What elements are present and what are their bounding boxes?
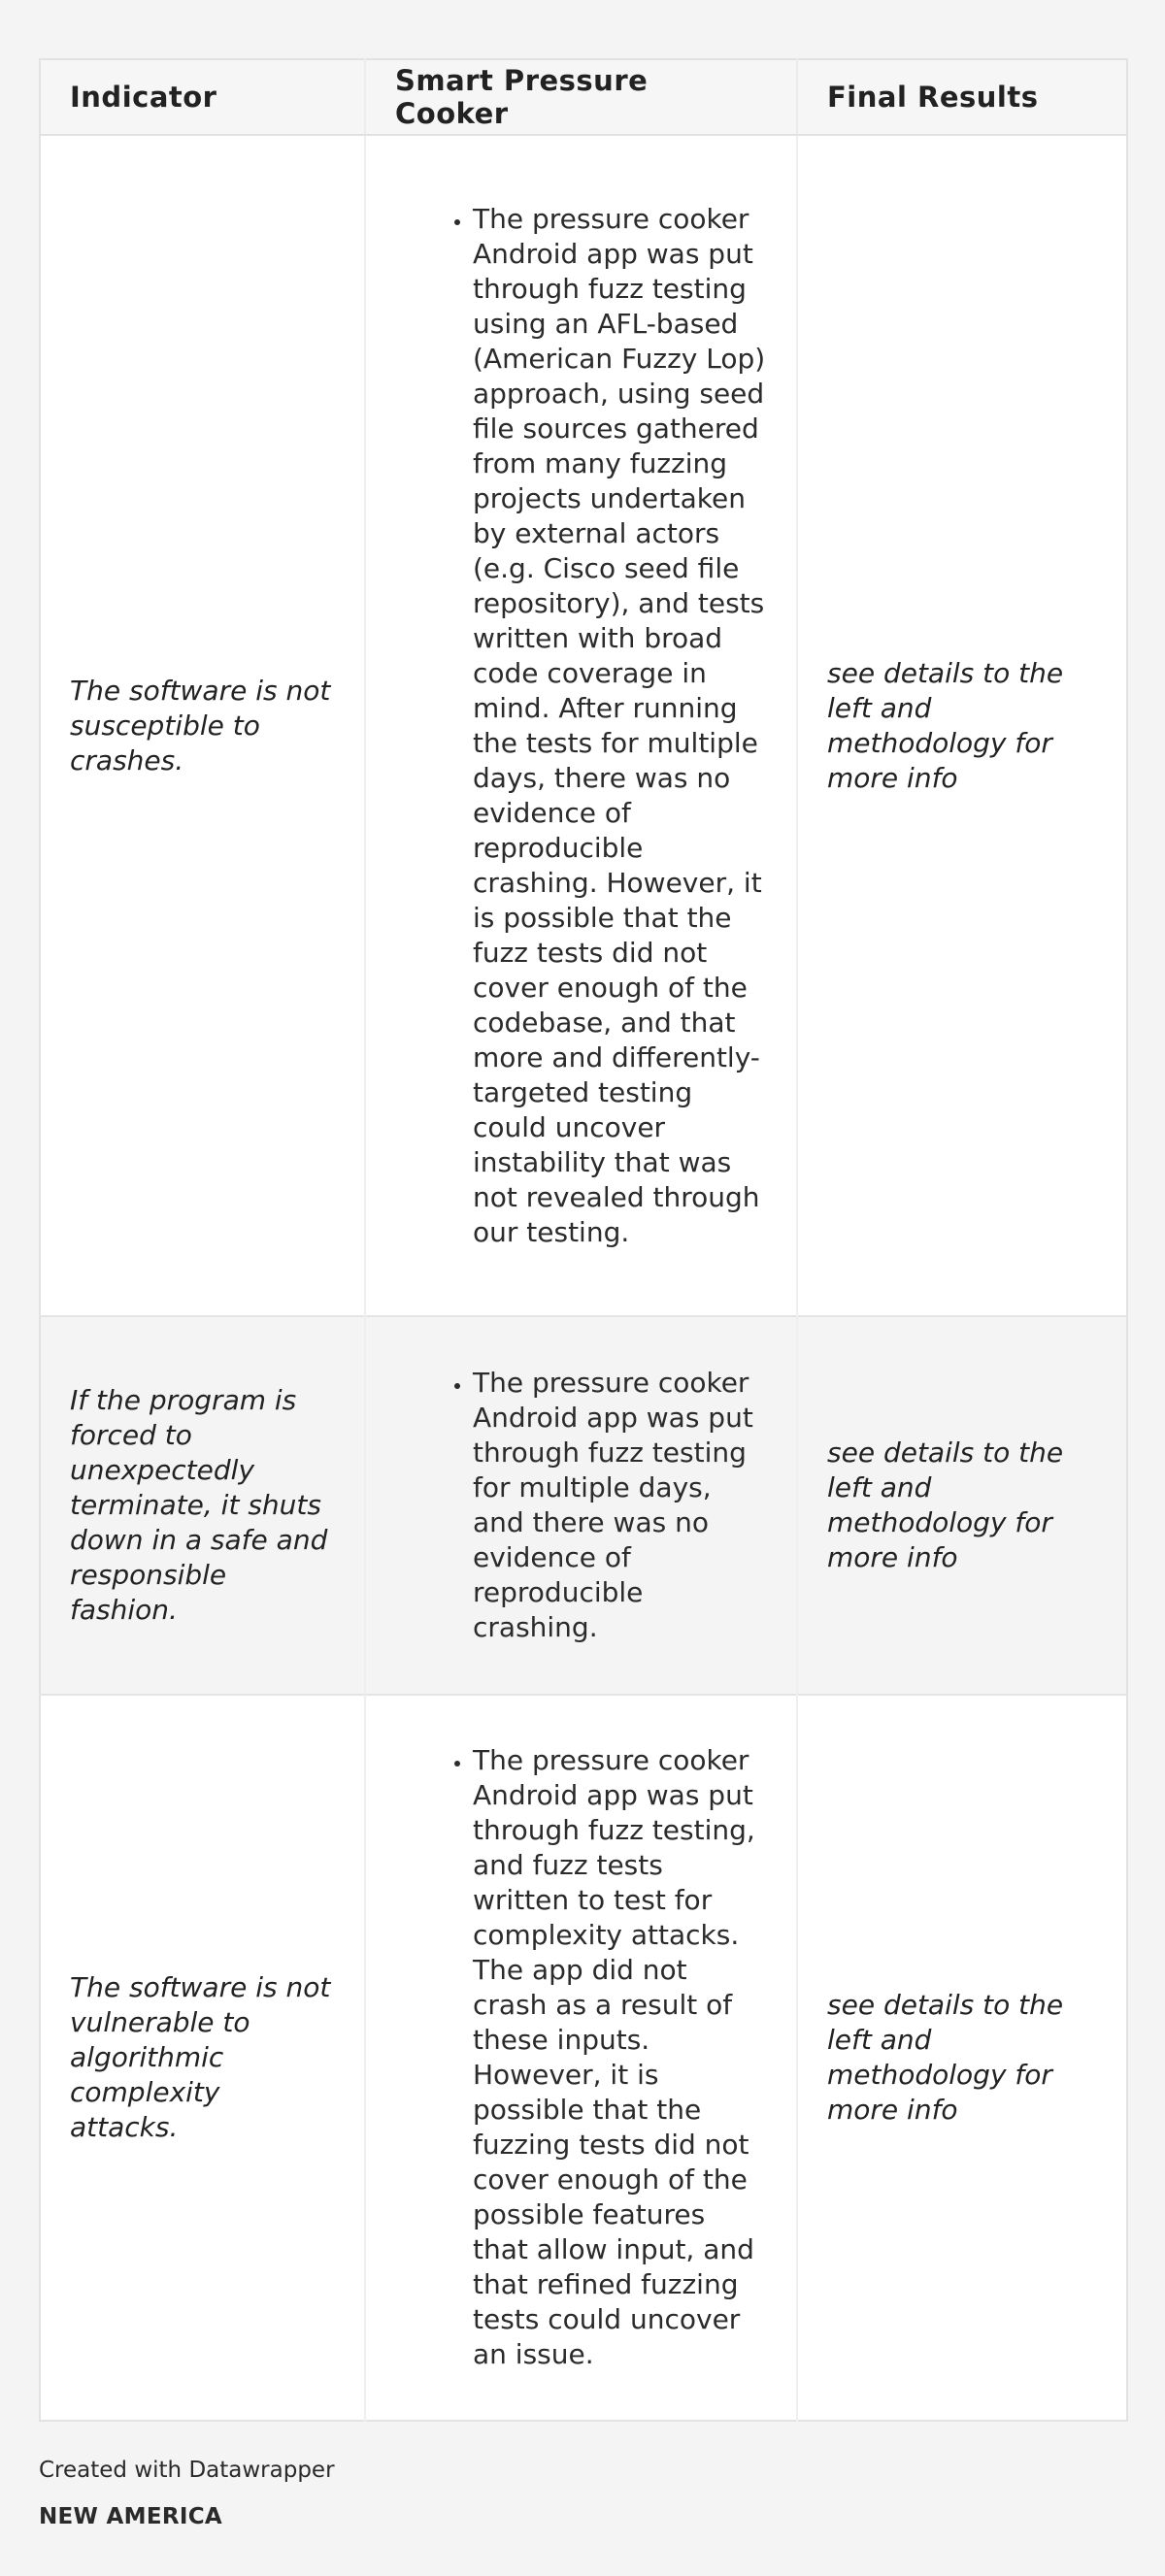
publisher-name: NEW AMERICA bbox=[39, 2504, 222, 2529]
detail-item: • The pressure cooker Android app was put through fuzz testing for multiple days, and there was no evidence of reproducible crashing. bbox=[473, 1366, 767, 1645]
table-row bbox=[40, 1316, 1127, 1695]
results-table-container bbox=[39, 58, 1126, 2422]
detail-cell bbox=[365, 1695, 797, 2421]
footer bbox=[39, 2456, 1126, 2531]
header-final-results: Final Results bbox=[797, 59, 1127, 135]
detail-list bbox=[395, 1743, 767, 2372]
result-cell: see details to the left and methodology for more info bbox=[797, 1695, 1127, 2421]
indicator-cell: If the program is forced to unexpectedly terminate, it shuts down in a safe and responsible fashion. bbox=[40, 1316, 365, 1695]
detail-cell bbox=[365, 1316, 797, 1695]
header-row bbox=[40, 59, 1127, 135]
header-smart-pressure-cooker: Smart Pressure Cooker bbox=[365, 59, 797, 135]
table-row bbox=[40, 135, 1127, 1316]
results-table bbox=[39, 58, 1128, 2422]
detail-list bbox=[395, 202, 767, 1250]
detail-list bbox=[395, 1366, 767, 1645]
detail-cell bbox=[365, 135, 797, 1316]
datawrapper-credit-link[interactable]: Created with Datawrapper bbox=[39, 2458, 335, 2483]
table-header bbox=[40, 59, 1127, 135]
table-body bbox=[40, 135, 1127, 2421]
indicator-cell: The software is not vulnerable to algorithmic complexity attacks. bbox=[40, 1695, 365, 2421]
result-cell: see details to the left and methodology for more info bbox=[797, 1316, 1127, 1695]
header-indicator: Indicator bbox=[40, 59, 365, 135]
detail-item: • The pressure cooker Android app was put through fuzz testing using an AFL-based (American Fuzzy Lop) approach, using seed file sources gathered from many fuzzing projects undertaken by external actors (e.g. Cisco seed file repository), and tests written with broad code coverage in mind. After running the tests for multiple days, there was no evidence of reproducible crashing. However, it is possible that the fuzz tests did not cover enough of the codebase, and that more and differently-targeted testing could uncover instability that was not revealed through our testing. bbox=[473, 202, 767, 1250]
detail-item: • The pressure cooker Android app was put through fuzz testing, and fuzz tests written to test for complexity attacks. The app did not crash as a result of these inputs. However, it is possible that the fuzzing tests did not cover enough of the possible features that allow input, and that refined fuzzing tests could uncover an issue. bbox=[473, 1743, 767, 2372]
result-cell: see details to the left and methodology for more info bbox=[797, 135, 1127, 1316]
table-row bbox=[40, 1695, 1127, 2421]
indicator-cell: The software is not susceptible to crashes. bbox=[40, 135, 365, 1316]
